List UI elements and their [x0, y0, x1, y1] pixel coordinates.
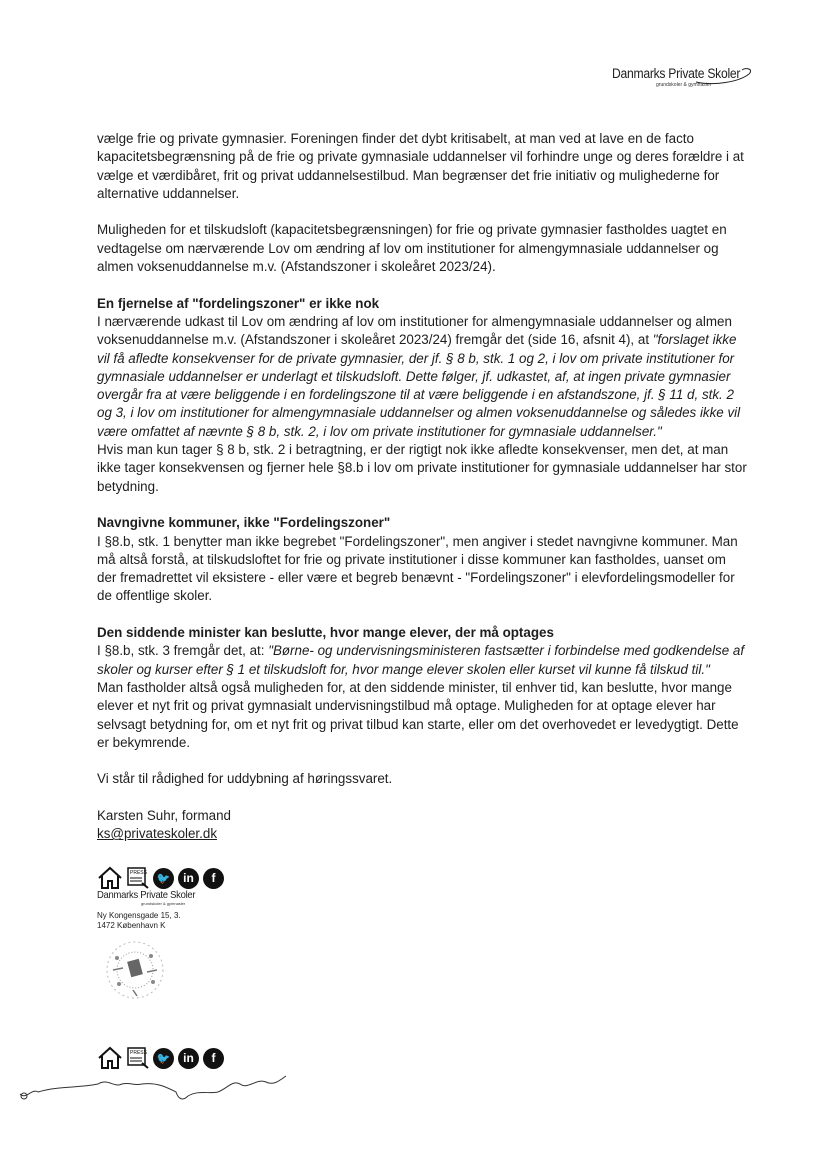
footer-logo: [97, 889, 217, 906]
header-logo-name: Danmarks Private Skoler: [612, 66, 741, 81]
quote-text: "forslaget ikke vil få afledte konsekvenser for de private gymnasier, der jf. § 8 b, stk. 1 og 2, i lov om private institutioner for gymnasiale uddannelser er underlagt et tilskudsloft. Dette følger, jf. udkastet, af, at ingen private gymnasier overgår fra at være beliggende i en fordelingszone til at være beliggende i en afstandszone, jf. § 11 d, stk. 2 og 3, i lov om institutioner for almengymnasiale uddannelser og almen voksenuddannelse og således ikke vil være omfattet af nævnte § 8 b, stk. 2, i lov om private institutioner for gymnasiale uddannelser.": [97, 332, 741, 439]
section-heading: Den siddende minister kan beslutte, hvor mange elever, der må optages: [97, 625, 554, 641]
press-label: PRESS: [130, 1050, 147, 1056]
home-icon[interactable]: [97, 866, 123, 890]
paragraph: Muligheden for et tilskudsloft (kapacitetsbegrænsningen) for frie og private gymnasier fastholdes uagtet en vedtagelse om nærværende Lov om ændring af lov om institutioner for almengymnasiale uddannelser og almen voksenuddannelse m.v. (Afstandszoner i skoleåret 2023/24).: [97, 222, 727, 275]
address: [97, 911, 181, 931]
logo-swoosh-icon: [694, 64, 754, 86]
section-heading: En fjernelse af "fordelingszoner" er ikke nok: [97, 295, 380, 311]
closing-line: Vi står til rådighed for uddybning af høringssvaret.: [97, 771, 393, 787]
address-line: Ny Kongensgade 15, 3.: [97, 911, 181, 920]
paragraph-text: Man fastholder altså også muligheden for, at den siddende minister, til enhver tid, kan beslutte, hvor mange elever et nyt frit og privat gymnasialt undervisningstilbud må optage. Muligheden for at optage elever har selvsagt betydning for, om et nyt frit og privat tilbud kan starte, eller om det overhovedet er levedygtigt. Dette er bekymrende.: [97, 679, 739, 750]
paragraph-text: I nærværende udkast til Lov om ændring af lov om institutioner for almengymnasiale uddannelser og almen voksenuddannelse m.v. (Afstandszoner i skoleåret 2023/24) fremgår det (side 16, afsnit 4), at: [97, 313, 732, 348]
header-logo: [612, 62, 752, 92]
twitter-icon[interactable]: 🐦: [153, 1048, 174, 1069]
signature-block: [97, 807, 747, 844]
section-named-municipalities: [97, 514, 747, 605]
footer-logo-tagline: grundskoler & gymnasier: [141, 901, 186, 906]
footer-logo-name: Danmarks Private Skoler: [97, 889, 196, 901]
linkedin-icon[interactable]: in: [178, 1048, 199, 1069]
section-heading: Navngivne kommuner, ikke "Fordelingszoner": [97, 515, 391, 531]
header-logo-tagline: grundskoler & gymnasier: [656, 82, 712, 88]
press-icon[interactable]: [127, 867, 149, 889]
paragraph-text: I §8.b, stk. 1 benytter man ikke begrebet "Fordelingszoner", men angiver i stedet navngivne kommuner. Man må altså forstå, at tilskudsloftet for frie og private institutioner i disse kommuner kan fastholdes, uanset om der fremadrettet vil eksistere - eller være et begreb benævnt - "Fordelingszoner" i elevfordelingsmodeller for de offentlige skoler.: [97, 533, 738, 604]
decorative-seal-icon: [103, 938, 167, 1002]
home-icon[interactable]: [97, 1046, 123, 1070]
quote-text: "Børne- og undervisningsministeren fastsætter i forbindelse med godkendelse af skoler og kurser efter § 1 et tilskudsloft for, hvor mange elever skolen eller kurset vil kunne få tilskud til.": [97, 643, 745, 677]
paragraph: vælge frie og private gymnasier. Foreningen finder det dybt kritisabelt, at man ved at lave en de facto kapacitetsbegrænsning på de frie og private gymnasiale uddannelser vil forhindre unge og deres forældre i at vælge et værdibåret, frit og privat uddannelsestilbud. Man begrænser det frie initiativ og mulighederne for alternative uddannelser.: [97, 131, 744, 201]
letter-body: [97, 130, 747, 844]
facebook-icon[interactable]: f: [203, 868, 224, 889]
social-links-bottom: [97, 1046, 224, 1070]
linkedin-icon[interactable]: in: [178, 868, 199, 889]
press-icon[interactable]: [127, 1047, 149, 1069]
signer-name: Karsten Suhr, formand: [97, 807, 231, 823]
twitter-icon[interactable]: 🐦: [153, 868, 174, 889]
social-links: [97, 866, 224, 890]
section-minister: [97, 624, 747, 752]
section-distribution-zones: [97, 295, 747, 496]
paragraph-text: Hvis man kun tager § 8 b, stk. 2 i betragtning, er der rigtigt nok ikke afledte konsekvenser, men det, at man ikke tager konsekvensen og fjerner hele §8.b i lov om private institutioner for gymnasiale uddannelser har stor betydning.: [97, 442, 747, 494]
paragraph-text: I §8.b, stk. 3 fremgår det, at:: [97, 643, 269, 659]
email-link[interactable]: ks@privateskoler.dk: [97, 826, 218, 842]
decorative-squiggle-icon: [18, 1074, 298, 1110]
address-line: 1472 København K: [97, 921, 166, 930]
press-label: PRESS: [130, 870, 147, 876]
facebook-icon[interactable]: f: [203, 1048, 224, 1069]
